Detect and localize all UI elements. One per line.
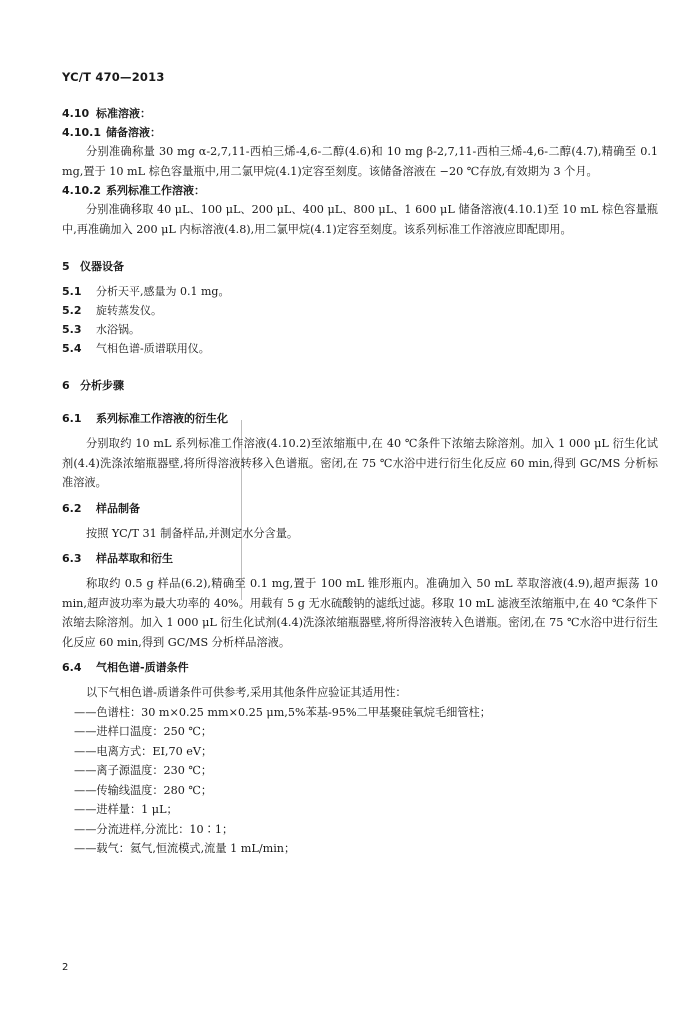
heading-6-1	[62, 409, 658, 428]
heading-title: 系列标准工作溶液：	[106, 184, 205, 197]
heading-title: 储备溶液：	[106, 126, 161, 139]
heading-number: 6.2	[62, 501, 82, 515]
gcms-condition-source-temp: ——离子源温度：230 ℃；	[74, 764, 213, 777]
gcms-condition-transfer-temp: ——传输线温度：280 ℃；	[74, 783, 213, 797]
heading-4-10	[62, 104, 658, 123]
equipment-item-5-2	[62, 301, 658, 320]
gcms-condition-injection-volume: ——进样量：1 μL；	[74, 803, 178, 816]
paragraph-sample-preparation: 按照 YC/T 31 制备样品,并测定水分含量。	[86, 526, 299, 540]
gcms-condition-split: ——分流进样,分流比：10∶1；	[74, 822, 234, 836]
item-number: 5.4	[62, 342, 82, 355]
paragraph-sample-extraction: 称取约 0.5 g 样品(6.2),精确至 0.1 mg,置于 100 mL 锥形瓶内。准确加入 50 mL 萃取溶液(4.9),超声振荡 10 min,超声波功率为最大功率的 40%。用载有 5 g 无水硫酸钠的滤纸过滤。移取 10 mL 滤液至浓缩瓶中,在 40 ℃条件下浓缩去除溶剂。加入 1 000 μL 衍生化试剂(4.4)洗涤浓缩瓶器壁,将所得溶液转入色谱瓶。密闭,在 75 ℃水浴中进行衍生化反应 60 min,得到 GC/MS 分析样品溶液。	[62, 577, 658, 649]
heading-number: 4.10.2	[62, 184, 101, 197]
item-number: 5.3	[62, 323, 82, 336]
equipment-item-5-3	[62, 320, 658, 339]
paragraph-stock-solution: 分别准确称量 30 mg α-2,7,11-西柏三烯-4,6-二醇(4.6)和 10 mg β-2,7,11-西柏三烯-4,6-二醇(4.7),精确至 0.1 mg,置于 10 mL 棕色容量瓶中,用二氯甲烷(4.1)定容至刻度。该储备溶液在 −20 ℃存放,有效期为 3 个月。	[62, 145, 658, 178]
heading-title: 分析步骤	[80, 379, 124, 392]
heading-6-4	[62, 658, 658, 677]
heading-title: 样品萃取和衍生	[96, 552, 173, 565]
page-number: 2	[62, 962, 69, 973]
heading-title: 仪器设备	[80, 260, 124, 273]
standard-code-header: YC/T 470—2013	[62, 70, 165, 84]
paragraph-derivatization-standard: 分别取约 10 mL 系列标准工作溶液(4.10.2)至浓缩瓶中,在 40 ℃条件下浓缩去除溶剂。加入 1 000 μL 衍生化试剂(4.4)洗涤浓缩瓶器壁,将所得溶液转移入色谱瓶。密闭,在 75 ℃水浴中进行衍生化反应 60 min,得到 GC/MS 分析标准溶液。	[62, 437, 658, 489]
gcms-condition-inlet-temp: ——进样口温度：250 ℃；	[74, 725, 213, 738]
gcms-condition-carrier-gas: ——载气：氦气,恒流模式,流量 1 mL/min；	[74, 842, 296, 855]
heading-number: 4.10.1	[62, 126, 101, 139]
heading-4-10-2	[62, 181, 658, 200]
gcms-condition-ionization: ——电离方式：EI,70 eV；	[74, 744, 213, 758]
heading-6-2	[62, 499, 658, 518]
item-text: 旋转蒸发仪。	[96, 304, 162, 317]
paragraph-working-solution: 分别准确移取 40 μL、100 μL、200 μL、400 μL、800 μL、1 600 μL 储备溶液(4.10.1)至 10 mL 棕色容量瓶中,再准确加入 200 μL 内标溶液(4.8),用二氯甲烷(4.1)定容至刻度。该系列标准工作溶液应即配即用。	[62, 203, 658, 236]
heading-6	[62, 376, 658, 395]
heading-number: 6.1	[62, 412, 82, 425]
heading-6-3	[62, 549, 658, 568]
item-text: 水浴锅。	[96, 323, 140, 336]
item-number: 5.1	[62, 285, 82, 298]
item-text: 分析天平,感量为 0.1 mg。	[96, 285, 230, 298]
heading-title: 系列标准工作溶液的衍生化	[96, 412, 228, 425]
heading-number: 6.3	[62, 552, 82, 565]
heading-5	[62, 257, 658, 276]
heading-title: 标准溶液：	[96, 107, 151, 120]
heading-number: 4.10	[62, 107, 90, 120]
heading-number: 5	[62, 260, 70, 273]
equipment-item-5-4	[62, 339, 658, 358]
item-text: 气相色谱-质谱联用仪。	[96, 342, 210, 355]
heading-title: 样品制备	[96, 501, 140, 515]
equipment-item-5-1	[62, 282, 658, 301]
gcms-condition-column: ——色谱柱：30 m×0.25 mm×0.25 μm,5%苯基-95%二甲基聚硅氧烷毛细管柱；	[74, 705, 491, 719]
paragraph-gcms-intro: 以下气相色谱-质谱条件可供参考,采用其他条件应验证其适用性：	[86, 686, 407, 699]
heading-4-10-1	[62, 123, 658, 142]
heading-number: 6	[62, 379, 70, 392]
item-number: 5.2	[62, 304, 82, 317]
heading-number: 6.4	[62, 661, 82, 674]
heading-title: 气相色谱-质谱条件	[96, 661, 189, 674]
document-body	[62, 104, 658, 859]
